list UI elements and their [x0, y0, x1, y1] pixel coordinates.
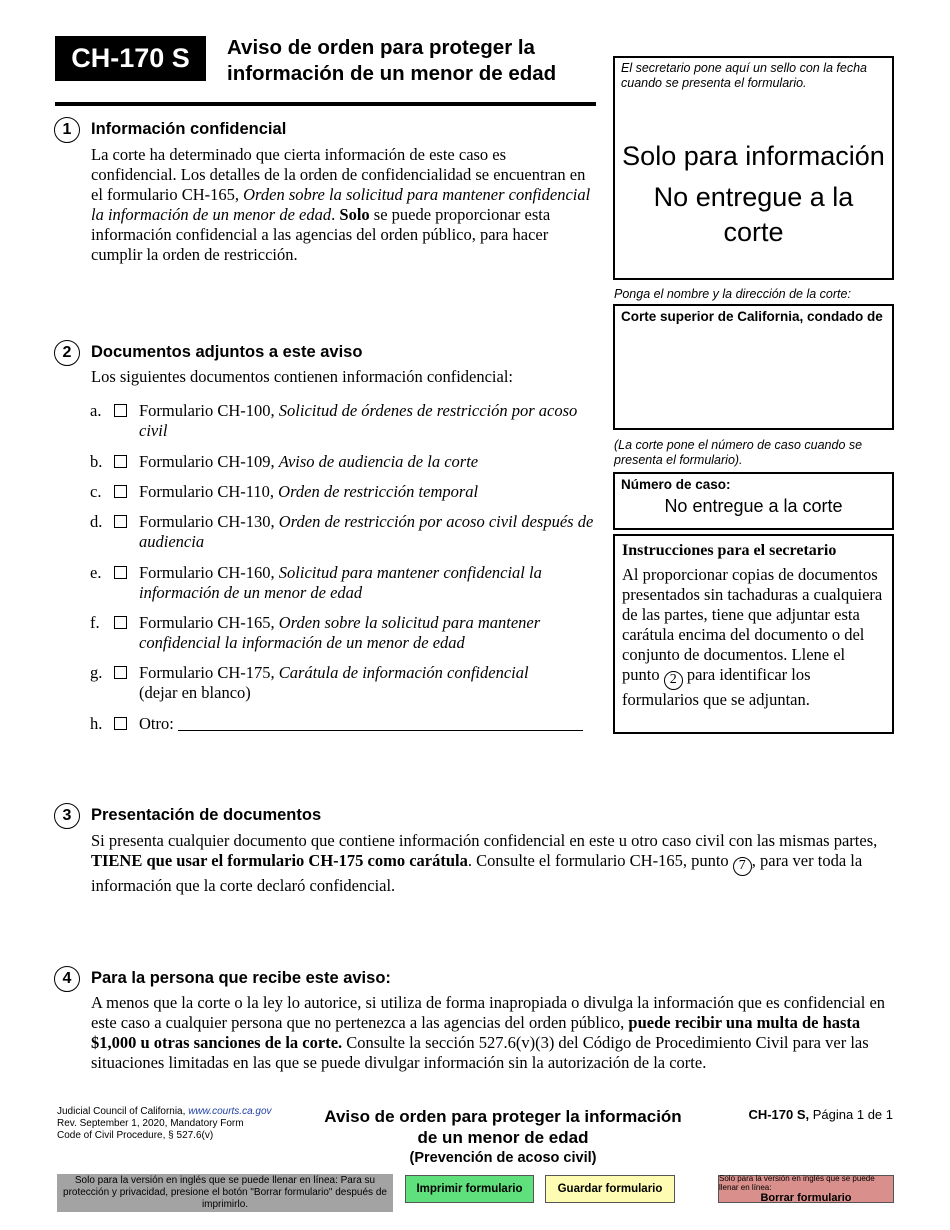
section-1-number: 1	[54, 117, 80, 143]
court-name-text: Corte superior de California, condado de	[621, 309, 883, 324]
clerk-instructions-body: Al proporcionar copias de documentos presentados sin tachaduras a cualquiera de las partes, tiene que adjuntar esta carátula encima del documento o del conjunto de documentos. Llene el punto 2 para identificar los formularios que se adjuntan.	[622, 565, 883, 709]
footer-legal-info: Judicial Council of California, www.courts.ca.gov Rev. September 1, 2020, Mandatory Form Code of Civil Procedure, § 527.6(v)	[57, 1106, 272, 1141]
document-checkbox[interactable]	[114, 404, 127, 417]
document-form-name: Solicitud para mantener confidencial la información de un menor de edad	[139, 563, 542, 602]
other-document-input[interactable]	[178, 715, 583, 731]
document-item-letter: h.	[90, 714, 103, 733]
document-item-letter: b.	[90, 452, 103, 471]
section-3-title: Presentación de documentos	[91, 806, 322, 824]
document-form-name: Orden de restricción por acoso civil después de audiencia	[139, 512, 594, 551]
form-title-line2: información de un menor de edad	[227, 62, 557, 85]
document-form-name: Aviso de audiencia de la corte	[278, 452, 479, 471]
section-4-title: Para la persona que recibe este aviso:	[91, 969, 391, 987]
document-checkbox[interactable]	[114, 455, 127, 468]
courts-website-link[interactable]: www.courts.ca.gov	[188, 1106, 272, 1117]
document-checkbox[interactable]	[114, 566, 127, 579]
document-item-letter: c.	[90, 482, 102, 501]
header-divider	[55, 102, 596, 106]
document-item-letter: d.	[90, 512, 103, 531]
clerk-stamp-note: El secretario pone aquí un sello con la fecha cuando se presenta el formulario.	[621, 61, 867, 90]
document-item-letter: g.	[90, 663, 103, 682]
section-3-text: Si presenta cualquier documento que contiene información confidencial en este u otro caso civil con las mismas partes, TIENE que usar el formulario CH-175 como carátula. Consulte el formulario CH-165, punto 7 , para ver toda la información que la corte declaró confidencial.	[91, 831, 878, 895]
document-form-name: Solicitud de órdenes de restricción por acoso civil	[139, 401, 578, 440]
section-4-number: 4	[54, 966, 80, 992]
document-checkbox-other[interactable]	[114, 717, 127, 730]
item-number-circle: 7	[733, 857, 752, 876]
document-form-name: Orden de restricción temporal	[278, 482, 479, 501]
clear-form-note: Solo para la versión en inglés que se puede llenar en línea:	[719, 1174, 875, 1192]
court-address-field[interactable]	[613, 304, 894, 430]
case-number-value: No entregue a la corte	[664, 496, 843, 516]
document-checkbox[interactable]	[114, 485, 127, 498]
document-form-name: Orden sobre la solicitud para mantener confidencial la información de un menor de edad	[139, 613, 541, 652]
footer-title: Aviso de orden para proteger la información de un menor de edad	[324, 1107, 682, 1147]
english-version-note: Solo para la versión en inglés que se puede llenar en línea: Para su protección y privacidad, presione el botón "Borrar formulario" después de imprimirlo.	[57, 1174, 393, 1212]
do-not-file-label: No entregue a la	[653, 182, 854, 212]
document-checkbox[interactable]	[114, 515, 127, 528]
section-2-number: 2	[54, 340, 80, 366]
document-item-other	[90, 714, 595, 734]
footer-subtitle: (Prevención de acoso civil)	[409, 1150, 597, 1166]
section-2-intro: Los siguientes documentos contienen información confidencial:	[91, 367, 514, 386]
clerk-instructions-box	[613, 534, 894, 734]
section-4-text: A menos que la corte o la ley lo autorice, si utiliza de forma inapropiada o divulga la información que es confidencial en este caso a cualquier persona que no pertenezca a las agencias del orden público, puede recibir una multa de hasta $1,000 u otras sanciones de la corte. Consulte la sección 527.6(v)(3) del Código de Procedimiento Civil para ver las situaciones limitadas en las que se puede divulgar información sin la autorización de la corte.	[91, 993, 886, 1072]
footer-page-number: CH-170 S, Página 1 de 1	[748, 1107, 893, 1122]
document-checkbox[interactable]	[114, 666, 127, 679]
clear-form-button[interactable]	[718, 1175, 894, 1203]
do-not-file-label-court: corte	[723, 217, 784, 247]
item-number-circle: 2	[664, 671, 683, 690]
court-address-label: Ponga el nombre y la dirección de la corte:	[614, 287, 851, 301]
document-item-letter: a.	[90, 401, 102, 420]
document-form-name: Carátula de información confidencial	[278, 663, 529, 682]
section-1-text: La corte ha determinado que cierta información de este caso es confidencial. Los detalles de la orden de confidencialidad se encuentran en el formulario CH-165, Orden sobre la solicitud para mantener confidencial la información de un menor de edad. Solo se puede proporcionar esta información confidencial a las agencias del orden público, para hacer cumplir la orden de restricción.	[91, 145, 591, 264]
save-form-button[interactable]: Guardar formulario	[545, 1175, 675, 1203]
info-only-label: Solo para información	[622, 141, 885, 171]
case-number-note: (La corte pone el número de caso cuando se presenta el formulario).	[614, 438, 863, 467]
document-item-extra: (dejar en blanco)	[139, 683, 251, 702]
form-title	[227, 35, 597, 87]
document-item: c. Formulario CH-110, Orden de restricción temporal	[90, 482, 479, 501]
document-item: d. Formulario CH-130, Orden de restricción por acoso civil después de audiencia	[90, 512, 594, 551]
form-code-badge: CH-170 S	[55, 36, 206, 81]
section-3-number: 3	[54, 803, 80, 829]
document-item: a. Formulario CH-100, Solicitud de órdenes de restricción por acoso civil	[90, 401, 578, 440]
case-number-field[interactable]	[613, 472, 894, 530]
clear-form-label: Borrar formulario	[760, 1192, 852, 1204]
document-item: f. Formulario CH-165, Orden sobre la solicitud para mantener confidencial la información de un menor de edad	[90, 613, 541, 652]
document-checkbox[interactable]	[114, 616, 127, 629]
clerk-instructions-heading: Instrucciones para el secretario	[622, 542, 837, 559]
document-item: b. Formulario CH-109, Aviso de audiencia de la corte	[90, 452, 479, 471]
other-label: Otro:	[139, 714, 174, 733]
print-form-button[interactable]: Imprimir formulario	[405, 1175, 534, 1203]
document-item-letter: e.	[90, 563, 102, 582]
form-title-line1: Aviso de orden para proteger la	[227, 36, 535, 59]
case-number-label: Número de caso:	[621, 477, 731, 492]
document-item-letter: f.	[90, 613, 100, 632]
section-1-title: Información confidencial	[91, 120, 287, 138]
clerk-stamp-box	[613, 56, 894, 280]
document-item: g. Formulario CH-175, Carátula de información confidencial (dejar en blanco)	[90, 663, 595, 703]
document-item: e. Formulario CH-160, Solicitud para mantener confidencial la información de un menor de edad	[90, 563, 542, 602]
section-2-title: Documentos adjuntos a este aviso	[91, 343, 363, 361]
